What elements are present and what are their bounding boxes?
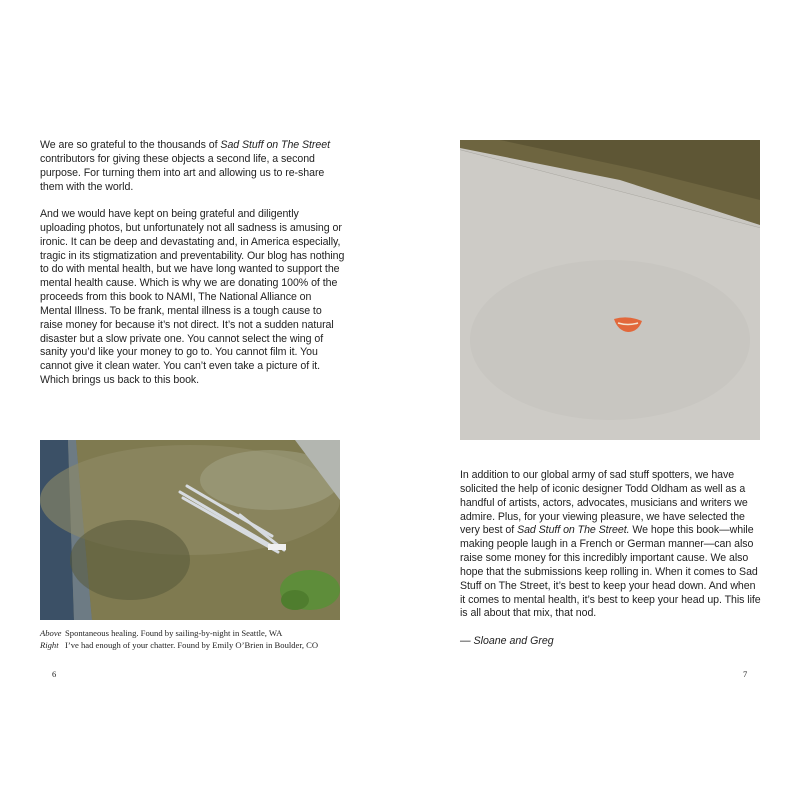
caption-above — [40, 628, 282, 639]
closing-text-start: In addition to our global army of sad stuff spotters, we have solicited the help of iconic designer Todd Oldham as well as a handful of artists, actors, advocates, musicians and writers we admire. Plus, for your viewing pleasure, we have selected the very best of — [460, 469, 748, 537]
page-number-left: 6 — [52, 669, 57, 679]
intro-paragraph — [40, 139, 345, 194]
caption-label-right: Right — [40, 640, 59, 650]
dentures-photo — [460, 140, 760, 440]
closing-paragraph — [460, 469, 763, 621]
signature: — Sloane and Greg — [460, 635, 554, 647]
caption-label-above: Above — [40, 628, 62, 638]
book-title-italic: Sad Stuff on The Street — [220, 139, 330, 151]
book-title-italic-2: Sad Stuff on The Street. — [517, 524, 630, 537]
caption-text-above: Spontaneous healing. Found by sailing-by-night in Seattle, WA — [65, 628, 283, 638]
intro-text-start: We are so grateful to the thousands of — [40, 139, 221, 151]
caption-text-right: I’ve had enough of your chatter. Found by Emily O’Brien in Boulder, CO — [65, 640, 319, 650]
closing-text-end: We hope this book—while making people laugh in a French or German manner—can also raise some money for this incredibly important cause. We also hope that the submissions keep rolling in. When it comes to Sad Stuff on The Street, it’s best to keep your head down. And when it comes to mental health, it’s best to keep your head up. This life is all about that mix, that nod. — [460, 524, 761, 620]
caption-right — [40, 640, 318, 651]
intro-text-end: contributors for giving these objects a second life, a second purpose. For turning them into art and allowing us to re-share them with the world. — [40, 152, 325, 193]
page-number-right: 7 — [743, 669, 748, 679]
mental-health-paragraph: And we would have kept on being grateful and diligently uploading photos, but unfortunately not all sadness is amusing or ironic. It can be deep and devastating and, in America especially, tragic in its stigmatization and preventability. Our blog has nothing to do with mental health, but we have long wanted to support the mental health cause. Which is why we are donating 100% of the proceeds from this book to NAMI, The National Alliance on Mental Illness. To be frank, mental illness is a tough cause to raise money for because it’s not direct. It’s not a sudden natural disaster but a slow private one. You cannot select the wing of sanity you’d like your money to go to. You cannot film it. You cannot give it clean water. You can’t even take a picture of it. Which brings us back to this book. — [40, 208, 345, 387]
crutches-photo — [40, 440, 340, 620]
